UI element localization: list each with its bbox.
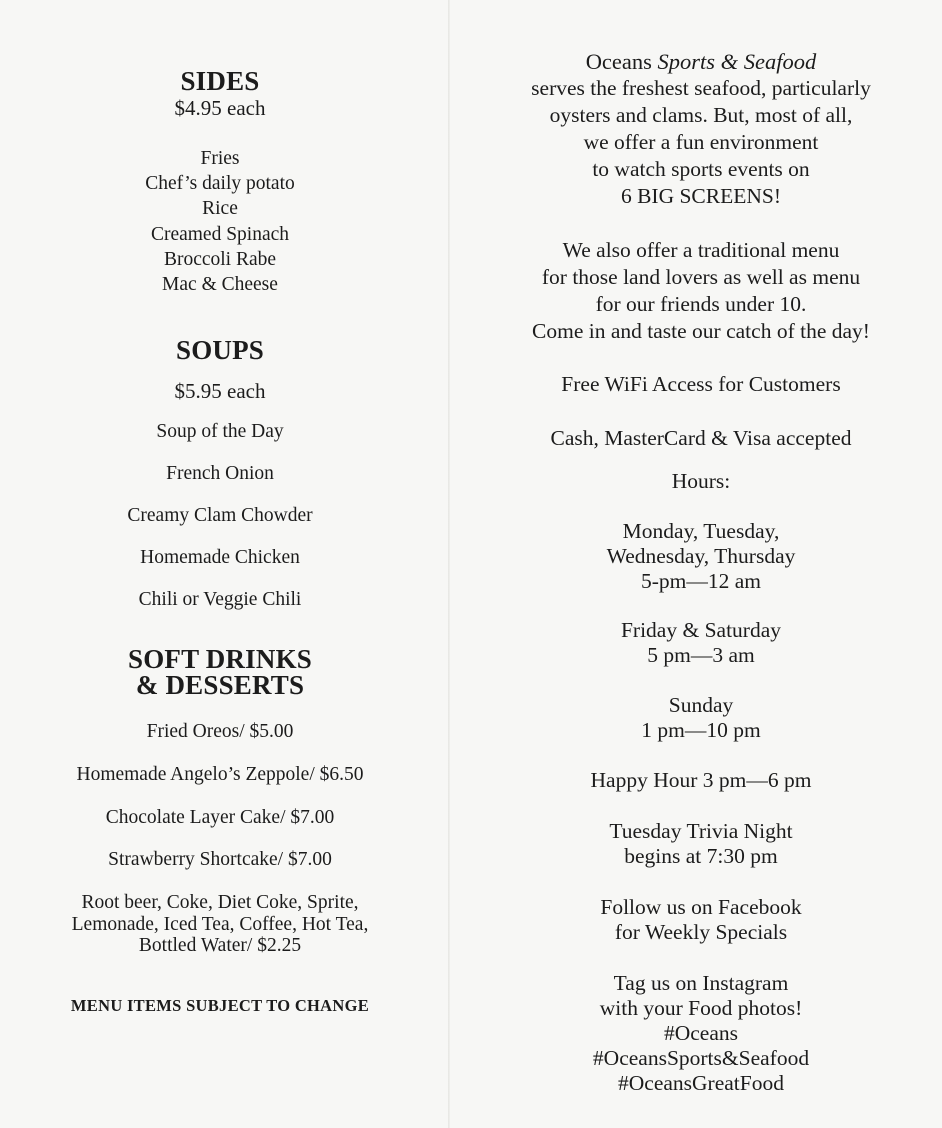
hours-weekdays <box>460 519 942 594</box>
brand-subtitle: Sports & Seafood <box>657 49 817 74</box>
page-fold <box>448 0 450 1128</box>
list-item: French Onion <box>166 463 274 484</box>
list-item: Fries <box>200 148 240 169</box>
list-item: Homemade Chicken <box>140 547 300 568</box>
drinks-heading-line2: & DESSERTS <box>135 670 305 700</box>
menu-line: We also offer a traditional menu <box>562 238 840 262</box>
trivia-line: begins at 7:30 pm <box>624 844 778 868</box>
hours-line: 5-pm—12 am <box>640 569 762 593</box>
hours-line: 1 pm—10 pm <box>641 718 761 742</box>
list-item: Chili or Veggie Chili <box>138 589 302 610</box>
list-item: Creamy Clam Chowder <box>127 505 313 526</box>
list-item: Mac & Cheese <box>162 274 278 296</box>
hours-line: Friday & Saturday <box>620 618 782 642</box>
list-item: Broccoli Rabe <box>163 248 277 270</box>
beverages-line: Bottled Water/ $2.25 <box>138 935 302 956</box>
intro-line: 6 BIG SCREENS! <box>620 184 782 208</box>
beverages-line: Root beer, Coke, Diet Coke, Sprite, <box>81 892 359 913</box>
intro-line: serves the freshest seafood, particularly <box>531 76 871 100</box>
hours-line: Sunday <box>668 693 734 717</box>
hours-line: 5 pm—3 am <box>647 643 755 667</box>
soups-heading: SOUPS <box>175 335 265 365</box>
list-item: Soup of the Day <box>156 421 284 442</box>
menu-line: for those land lovers as well as menu <box>541 265 861 289</box>
drinks-heading-line1: SOFT DRINKS <box>127 644 312 674</box>
beverages-list <box>0 892 440 957</box>
hashtag: #Oceans <box>663 1021 739 1045</box>
menu-line: for our friends under 10. <box>595 292 807 316</box>
beverages-line: Lemonade, Iced Tea, Coffee, Hot Tea, <box>71 913 369 935</box>
sides-price: $4.95 each <box>174 96 266 120</box>
hashtag: #OceansSports&Seafood <box>592 1046 810 1070</box>
list-item: Rice <box>202 198 238 220</box>
list-item: Homemade Angelo’s Zeppole/ $6.50 <box>76 764 364 785</box>
intro-line: to watch sports events on <box>592 157 810 181</box>
list-item: Creamed Spinach <box>150 223 290 245</box>
payment-notice: Cash, MasterCard & Visa accepted <box>550 426 852 450</box>
list-item: Strawberry Shortcake/ $7.00 <box>108 849 332 870</box>
menu-line: Come in and taste our catch of the day! <box>532 319 870 343</box>
facebook-promo <box>460 895 942 945</box>
wifi-notice: Free WiFi Access for Customers <box>561 372 841 396</box>
list-item: Chef’s daily potato <box>145 173 295 195</box>
hours-heading: Hours: <box>671 469 731 493</box>
facebook-line: Follow us on Facebook <box>600 895 802 919</box>
sides-heading: SIDES <box>180 66 260 96</box>
happy-hour: Happy Hour 3 pm—6 pm <box>590 768 812 792</box>
intro-line: oysters and clams. But, most of all, <box>549 103 853 127</box>
sides-list <box>0 146 440 297</box>
trivia-line: Tuesday Trivia Night <box>609 819 793 843</box>
menu-paragraph <box>460 237 942 345</box>
instagram-promo <box>460 971 942 1096</box>
instagram-line: with your Food photos! <box>599 996 803 1020</box>
hashtag: #OceansGreatFood <box>618 1071 784 1095</box>
soups-price: $5.95 each <box>174 379 266 403</box>
menu-notice: MENU ITEMS SUBJECT TO CHANGE <box>70 996 370 1015</box>
intro-paragraph <box>460 75 942 210</box>
hours-line: Monday, Tuesday, <box>622 519 780 543</box>
list-item: Chocolate Layer Cake/ $7.00 <box>105 807 335 828</box>
list-item: Fried Oreos/ $5.00 <box>146 721 294 742</box>
facebook-line: for Weekly Specials <box>614 920 788 944</box>
hours-line: Wednesday, Thursday <box>606 544 796 568</box>
intro-line: we offer a fun environment <box>583 130 819 154</box>
instagram-line: Tag us on Instagram <box>613 971 789 995</box>
brand-name: Oceans <box>585 49 658 74</box>
hours-weekend <box>460 618 942 668</box>
trivia-night <box>460 819 942 869</box>
hours-sunday <box>460 693 942 743</box>
brand-heading <box>460 48 942 75</box>
